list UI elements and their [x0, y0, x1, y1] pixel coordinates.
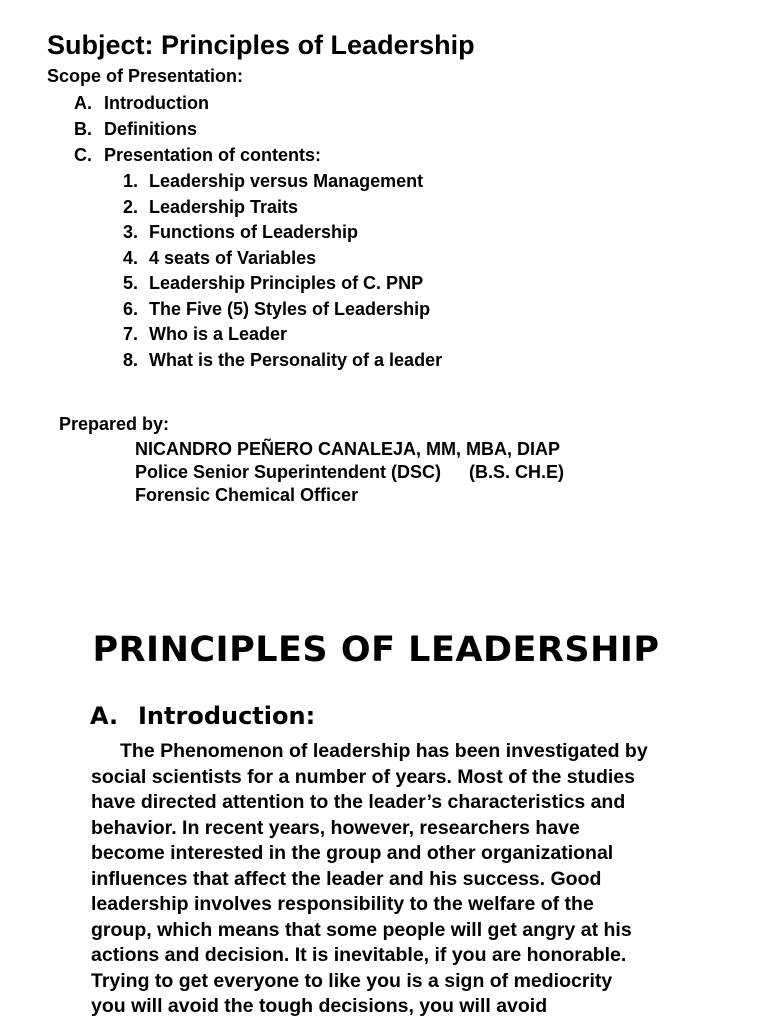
scope-item-marker: A.	[74, 93, 92, 113]
contents-item-number: 4.	[123, 247, 139, 268]
contents-item-label: Leadership versus Management	[149, 171, 424, 191]
paragraph-line: The Phenomenon of leadership has been investigated by	[120, 740, 648, 762]
contents-item	[123, 298, 442, 324]
scope-item	[74, 92, 442, 118]
paragraph-line: group, which means that some people will get angry at his	[91, 918, 632, 941]
scope-item	[74, 118, 442, 144]
section-title: Introduction:	[138, 702, 316, 730]
contents-item-number: 6.	[123, 298, 139, 319]
scope-title: Scope of Presentation:	[47, 66, 244, 86]
paragraph-line: influences that affect the leader and his success. Good	[91, 867, 602, 890]
contents-item-number: 7.	[123, 324, 139, 344]
author-name: NICANDRO PEÑERO CANALEJA, MM, MBA, DIAP	[135, 439, 561, 459]
contents-item-label: Leadership Principles of C. PNP	[149, 273, 424, 293]
contents-item-label: Functions of Leadership	[149, 222, 359, 242]
paragraph-line: social scientists for a number of years. Most of the studies	[91, 765, 635, 788]
paragraph-line: have directed attention to the leader’s characteristics and	[91, 791, 626, 813]
paragraph-line: actions and decision. It is inevitable, if you are honorable.	[91, 944, 627, 966]
paragraph-line: Trying to get everyone to like you is a sign of mediocrity	[91, 969, 613, 992]
scope-item-label: Introduction	[104, 93, 209, 113]
contents-list-wrapper	[74, 170, 442, 374]
main-title: PRINCIPLES OF LEADERSHIP	[92, 630, 660, 670]
introduction-paragraph	[91, 739, 731, 1020]
contents-item-label: Who is a Leader	[149, 324, 288, 344]
contents-item-number: 2.	[123, 196, 139, 217]
contents-item-number: 5.	[123, 273, 139, 293]
contents-item	[123, 272, 442, 298]
contents-item	[123, 170, 442, 196]
contents-list	[74, 170, 442, 374]
author-position-line	[135, 461, 564, 484]
contents-item	[123, 221, 442, 247]
scope-item-label: Presentation of contents:	[104, 145, 322, 165]
paragraph-line: you will avoid the tough decisions, you will avoid	[91, 995, 548, 1017]
prepared-by-label: Prepared by:	[59, 414, 170, 434]
scope-item	[74, 144, 442, 170]
contents-item	[123, 349, 442, 375]
scope-item-label: Definitions	[104, 119, 197, 139]
paragraph-line: become interested in the group and other organizational	[91, 842, 614, 864]
section-heading	[90, 702, 315, 730]
paragraph-line: behavior. In recent years, however, researchers have	[91, 816, 580, 839]
scope-item-marker: C.	[74, 145, 92, 165]
author-position: Police Senior Superintendent (DSC)	[135, 462, 442, 482]
author-block	[135, 438, 564, 507]
section-marker: A.	[90, 702, 119, 730]
paragraph-line: leadership involves responsibility to the welfare of the	[91, 893, 594, 915]
contents-item	[123, 196, 442, 222]
contents-item	[123, 323, 442, 349]
subject-heading: Subject: Principles of Leadership	[47, 30, 475, 60]
contents-item-label: What is the Personality of a leader	[149, 349, 443, 370]
contents-item-number: 1.	[123, 171, 139, 191]
scope-list	[74, 92, 442, 374]
contents-item-label: The Five (5) Styles of Leadership	[149, 298, 431, 319]
scope-item-marker: B.	[74, 119, 92, 139]
contents-item-number: 3.	[123, 222, 139, 242]
contents-item-number: 8.	[123, 349, 139, 370]
contents-item-label: 4 seats of Variables	[149, 247, 317, 268]
contents-item-label: Leadership Traits	[149, 196, 299, 217]
author-office: Forensic Chemical Officer	[135, 485, 359, 505]
contents-item	[123, 247, 442, 273]
author-degree: (B.S. CH.E)	[469, 462, 565, 482]
